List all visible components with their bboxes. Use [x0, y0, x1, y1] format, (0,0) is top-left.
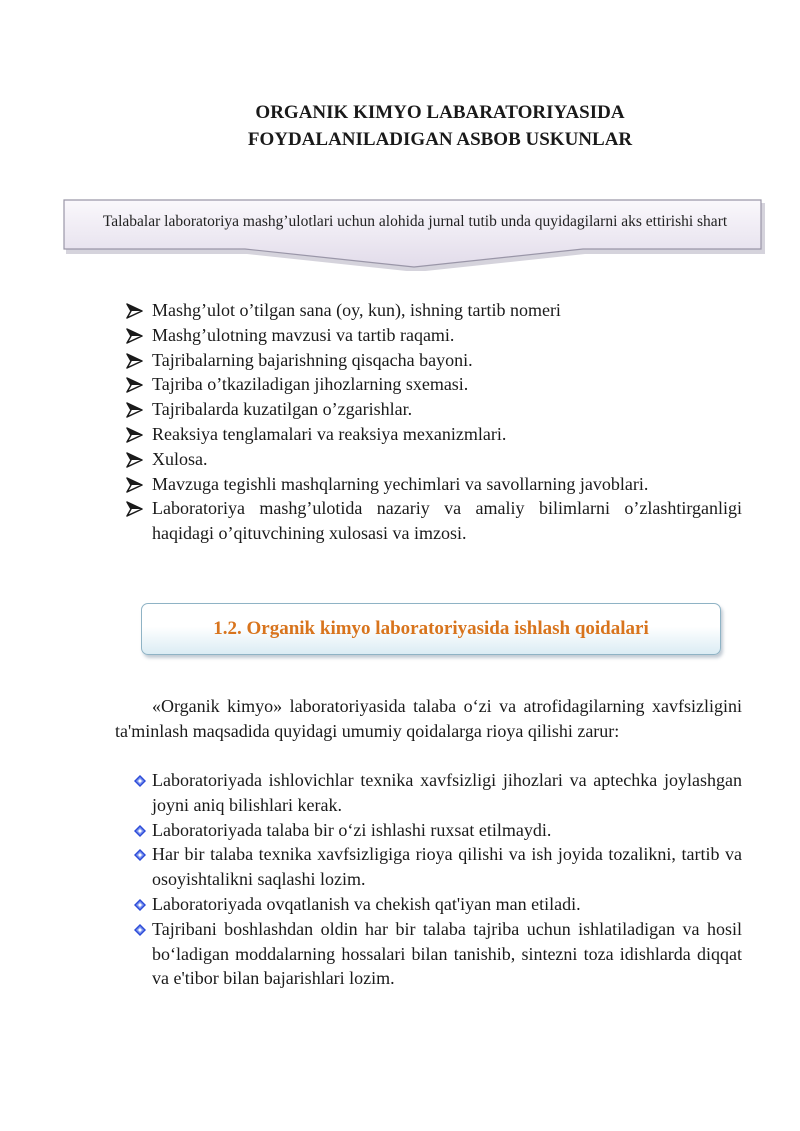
diamond-bullet-icon: [134, 775, 146, 787]
list-item: [126, 472, 742, 497]
list-item: [126, 298, 742, 323]
list-item: [126, 447, 742, 472]
list-item-text: Laboratoriyada ishlovichlar texnika xavfsizligi jihozlari va aptechka joylashgan joyni aniq bilishlari kerak.: [152, 770, 742, 815]
list-item-text: Tajriba o’tkaziladigan jihozlarning sxemasi.: [152, 374, 469, 395]
list-item: [126, 372, 742, 397]
list-item: [126, 842, 742, 892]
page-title-line-2: FOYDALANILADIGAN ASBOB USKUNLAR: [247, 129, 633, 150]
page-title-line-1: ORGANIK KIMYO LABARATORIYASIDA: [255, 102, 625, 123]
list-item: [126, 323, 742, 348]
callout-text: Talabalar laboratoriya mashg’ulotlari uchun alohida jurnal tutib unda quyidagilarni aks ettirishi shart: [102, 213, 728, 230]
list-item: [126, 917, 742, 991]
diamond-bullet-icon: [134, 849, 146, 861]
list-item-text: Mashg’ulot o’tilgan sana (oy, kun), ishning tartib nomeri: [152, 300, 561, 320]
list-item: [126, 818, 742, 843]
arrowhead-bullet-icon: [126, 452, 144, 468]
list-item: [126, 422, 742, 447]
arrowhead-bullet-icon: [126, 303, 144, 319]
diamond-bullet-icon: [134, 924, 146, 936]
arrowhead-bullet-icon: [126, 402, 144, 418]
list-item-text: Tajribani boshlashdan oldin har bir talaba tajriba uchun ishlatiladigan va hosil bo‘ladigan moddalarning hossalari bilan tanishib, sintezni toza idishlarda diqqat va e'tibor bilan bajarishlari lozim.: [152, 918, 742, 989]
arrowhead-bullet-icon: [126, 477, 144, 493]
section-title: 1.2. Organik kimyo laboratoriyasida ishlash qoidalari: [213, 618, 649, 639]
list-item-text: Har bir talaba texnika xavfsizligiga rioya qilishi va ish joyida tozalikni, tartib va osoyishtalikni saqlashi lozim.: [152, 844, 742, 890]
journal-callout: [63, 199, 765, 271]
arrowhead-bullet-icon: [126, 427, 144, 443]
diamond-bullet-icon: [134, 825, 146, 837]
journal-items-list: [126, 298, 742, 546]
list-item-text: Laboratoriyada talaba bir o‘zi ishlashi ruxsat etilmaydi.: [152, 819, 552, 840]
arrowhead-bullet-icon: [126, 377, 144, 393]
list-item-text: Laboratoriyada ovqatlanish va chekish qat'iyan man etiladi.: [152, 893, 581, 914]
list-item-text: Laboratoriya mashg’ulotida nazariy va amaliy bilimlarni o’zlashtirganligi haqidagi o’qituvchining xulosasi va imzosi.: [152, 498, 742, 544]
list-item: [126, 768, 742, 818]
list-item-text: Mavzuga tegishli mashqlarning yechimlari va savollarning javoblari.: [152, 473, 649, 494]
list-item-text: Xulosa.: [152, 448, 208, 469]
list-item: [126, 496, 742, 546]
diamond-bullet-icon: [134, 899, 146, 911]
rules-list: [126, 768, 742, 991]
list-item-text: Reaksiya tenglamalari va reaksiya mexanizmlari.: [152, 423, 507, 444]
arrowhead-bullet-icon: [126, 328, 144, 344]
list-item-text: Mashg’ulotning mavzusi va tartib raqami.: [152, 324, 455, 345]
list-item: [126, 892, 742, 917]
list-item-text: Tajribalarning bajarishning qisqacha bayoni.: [152, 349, 473, 370]
list-item-text: Tajribalarda kuzatilgan o’zgarishlar.: [152, 399, 413, 420]
arrowhead-bullet-icon: [126, 353, 144, 369]
section-heading-box: [141, 603, 721, 655]
arrowhead-bullet-icon: [126, 501, 144, 517]
intro-paragraph: «Organik kimyo» laboratoriyasida talaba o‘zi va atrofidagilarning xavfsizligini ta'minlash maqsadida quyidagi umumiy qoidalarga rioya qilishi zarur:: [115, 696, 742, 741]
page-title: [180, 99, 700, 153]
list-item: [126, 397, 742, 422]
list-item: [126, 348, 742, 373]
